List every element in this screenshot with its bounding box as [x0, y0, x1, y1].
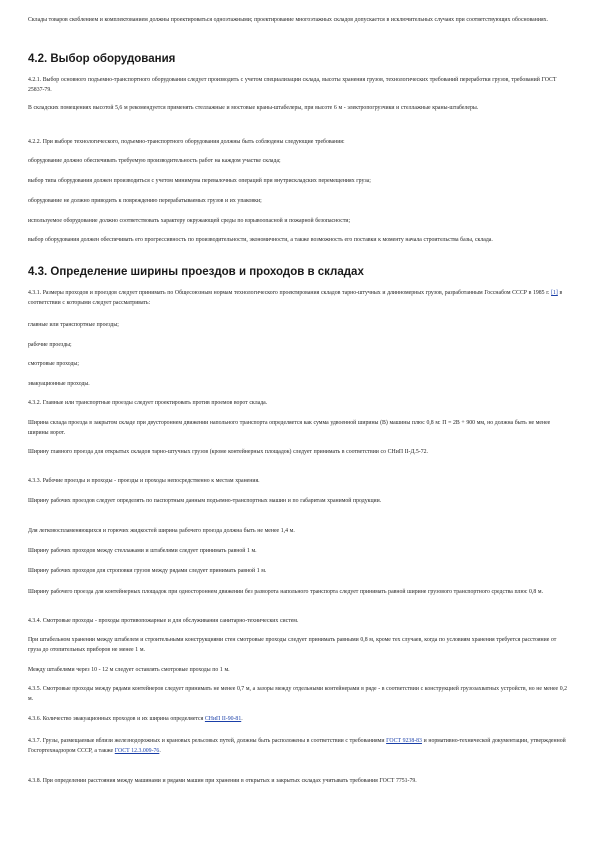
list-item-main-roads: главные или транспортные проезды;	[28, 322, 119, 328]
paragraph-4-3-1	[28, 288, 568, 308]
section-heading-4-3: 4.3. Определение ширины проездов и проходов в складах	[28, 266, 364, 278]
list-item-working-roads: рабочие проезды;	[28, 342, 72, 348]
paragraph-4-3-3-b: Ширину рабочих проездов следует определять по паспортным данным подъемно-транспортных машин и по габаритам хранимой продукции.	[28, 498, 382, 504]
list-item-inspection-passages: смотровые проходы;	[28, 361, 79, 367]
paragraph-4-3-3-c: Для легковоспламеняющихся и горючих жидкостей ширина рабочего проезда должна быть не менее 1,4 м.	[28, 528, 295, 534]
text-run: 4.3.1. Размеры проходов и проездов следует принимать по Общесоюзным нормам технологического проектирования складов тарно-штучных и длинномерных грузов, разработанным Госснабом СССР в 1985 г.	[28, 290, 552, 296]
paragraph-4-2-2-c: оборудование не должно приводить к повреждению перерабатываемых грузов и их упаковки;	[28, 198, 262, 204]
paragraph-4-3-7	[28, 736, 568, 756]
paragraph-4-3-8: 4.3.8. При определении расстояния между машинами и рядами машин при хранении в открытых и закрытых складах учитывать требования ГОСТ 7751-79.	[28, 778, 417, 784]
paragraph-4-3-2-c: Ширину главного проезда для открытых складов тарно-штучных грузов (кроме контейнерных площадок) следует принимать в соответствии со СНиП II-Д.5-72.	[28, 449, 428, 455]
text-run: .	[241, 716, 243, 722]
snip-link[interactable]: СНиП II-90-81	[204, 716, 242, 722]
reference-link-1[interactable]: [1]	[551, 290, 558, 296]
paragraph-4-3-3: 4.3.3. Рабочие проезды и проходы - проезды и проходы непосредственно к местам хранения.	[28, 478, 260, 484]
text-run: 4.3.6. Количество эвакуационных проходов и их ширина определяется	[28, 716, 205, 722]
paragraph-4-3-2-b: Ширина склада проезда в закрытом складе при двустороннем движении напольного транспорта определяется как сумма удвоенной ширины (В) машины плюс 0,8 м: П = 2В + 900 мм, но должна быть не менее ширины ворот.	[28, 420, 551, 436]
paragraph-4-3-3-e: Ширину рабочих проходов для строповки грузов между рядами следует принимать равной 1 м.	[28, 568, 267, 574]
paragraph-4-3-3-f: Ширину рабочего проезда для контейнерных площадок при одностороннем движении без разворота напольного транспорта следует принимать равной ширине грузового транспортного средства плюс 0,8 м.	[28, 589, 544, 595]
gost-12-3-009-link[interactable]: ГОСТ 12.3.009-76	[114, 748, 160, 754]
paragraph-4-3-4-c: Между штабелями через 10 - 12 м следует оставлять смотровые проходы по 1 м.	[28, 667, 230, 673]
paragraph-4-3-2: 4.3.2. Главные или транспортные проезды следует проектировать против проемов ворот склада.	[28, 400, 268, 406]
paragraph-4-2-2-b: выбор типа оборудования должен производиться с учетом минимума перевалочных операций при внутрискладских перемещениях груза;	[28, 178, 371, 184]
text-run: в соответствии с которыми следует рассматривать:	[28, 290, 563, 306]
paragraph-intro: Склады товаров скоблением и комплектованием должны проектироваться одноэтажными; проектирование многоэтажных складов допускается в исключительных случаях при соответствующих обоснованиях.	[28, 17, 548, 23]
list-item-evacuation-passages: эвакуационные проходы.	[28, 381, 90, 387]
section-heading-4-2: 4.2. Выбор оборудования	[28, 53, 176, 65]
paragraph-4-2-2: 4.2.2. При выборе технологического, подъемно-транспортного оборудования должны быть соблюдены следующие требования:	[28, 139, 345, 145]
paragraph-4-3-4: 4.3.4. Смотровые проходы - проходы противопожарные и для обслуживания санитарно-технических систем.	[28, 618, 299, 624]
paragraph-4-3-4-b: При штабельном хранении между штабелем и строительными конструкциями стен смотровые проходы следует принимать равными 0,8 м, кроме тех случаев, когда по условиям хранения требуется расстояние от груза до отопительных приборов не менее 1 м.	[28, 637, 557, 653]
paragraph-4-3-6	[28, 714, 568, 724]
paragraph-4-2-1-b: В складских помещениях высотой 5,6 м рекомендуется применять стеллажные и мостовые краны-штабелеры, при высоте 6 м - электропогрузчики и стеллажные краны-штабелеры.	[28, 105, 479, 111]
paragraph-4-2-2-a: оборудование должно обеспечивать требуемую производительность работ на каждом участке склада;	[28, 158, 281, 164]
text-run: и нормативно-технической документации, утвержденной Госгортехнадзором СССР, а также	[28, 738, 566, 754]
paragraph-4-3-5: 4.3.5. Смотровые проходы между рядами контейнеров следует принимать не менее 0,7 м, а зазоры между отдельными контейнерами в ряде - в соответствии с конструкцией грузозахватных устройств, но не менее 0,2 м.	[28, 686, 568, 702]
text-run: 4.3.7. Грузы, размещаемые вблизи железнодорожных и крановых рельсовых путей, должны быть расположены в соответствии с требованиями	[28, 738, 387, 744]
paragraph-4-2-2-d: используемое оборудование должно соответствовать характеру окружающей среды по взрывоопасной и пожарной безопасности;	[28, 218, 351, 224]
paragraph-4-3-3-d: Ширину рабочих проходов между стеллажами и штабелями следует принимать равной 1 м.	[28, 548, 257, 554]
paragraph-4-2-1: 4.2.1. Выбор основного подъемно-транспортного оборудования следует производить с учетом специализации склада, высоты хранения грузов, технологических требований переработки грузов, требований ГОСТ 25837-79.	[28, 77, 557, 93]
text-run: .	[159, 748, 161, 754]
paragraph-4-2-2-e: выбор оборудования должен обеспечивать его прогрессивность по производительности, экономичности, а также возможность его поставки к моменту начала строительства базы, склада.	[28, 237, 493, 243]
gost-9238-link[interactable]: ГОСТ 9238-83	[386, 738, 422, 744]
